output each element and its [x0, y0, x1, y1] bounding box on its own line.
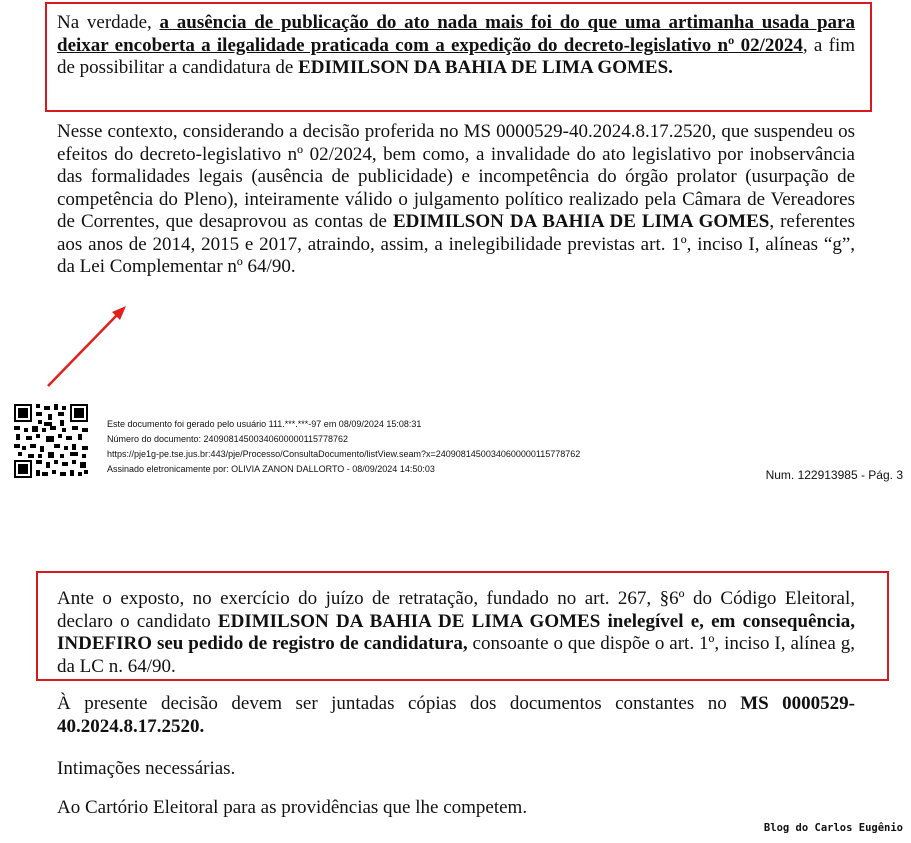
candidate-name: EDIMILSON DA BAHIA DE LIMA GOMES.: [298, 57, 673, 78]
footer-document-url[interactable]: https://pje1g-pe.tse.jus.br:443/pje/Processo/ConsultaDocumento/listView.seam?x=24090814500340600000115778762: [107, 449, 581, 459]
annotation-arrow-icon: [40, 298, 135, 393]
page-number: Num. 122913985 - Pág. 3: [765, 468, 903, 482]
case-number: MS 0000529-40.2024.8.17.2520.: [57, 693, 856, 737]
paragraph-artimanha: [57, 12, 855, 80]
footer-signature: Assinado eletronicamente por: OLIVIA ZANON DALLORTO - 08/09/2024 14:50:03: [107, 464, 435, 474]
qr-code-icon: [12, 402, 90, 480]
text: Ante o exposto, no exercício do juízo de retratação, fundado no art. 267, §6º do Código Eleitoral, declaro o candidato: [57, 588, 855, 632]
footer-document-number: Número do documento: 24090814500340600000115778762: [107, 434, 349, 444]
paragraph-cartorio: Ao Cartório Eleitoral para as providências que lhe competem.: [57, 797, 528, 818]
paragraph-context: [57, 121, 855, 279]
text: À presente decisão devem ser juntadas cópias dos documentos constantes no: [57, 693, 741, 714]
blog-watermark: Blog do Carlos Eugênio: [763, 822, 903, 834]
text: Na verdade,: [57, 12, 160, 33]
paragraph-decision: [57, 588, 855, 678]
candidate-name: EDIMILSON DA BAHIA DE LIMA GOMES: [392, 211, 770, 232]
footer-generated-by: Este documento foi gerado pelo usuário 111.***.***-97 em 08/09/2024 15:08:31: [107, 419, 422, 429]
paragraph-attachments: [57, 693, 855, 738]
text: Nesse contexto, considerando a decisão proferida no MS 0000529-40.2024.8.17.2520, que suspendeu os efeitos do decreto-legislativo nº 02/2024, bem como, a invalidade do ato legislativo por inobservância das formalidades legais (ausência de publicidade) e incompetência do órgão prolator (usurpação de competência do Pleno), inteiramente válido o julgamento político realizado pela Câmara de Vereadores de Correntes, que desaprovou as contas de: [57, 121, 855, 232]
underlined-text: a ausência de publicação do ato nada mais foi do que uma artimanha usada para deixar encoberta a ilegalidade praticada com a expedição do decreto-legislativo nº 02/2024: [57, 12, 855, 56]
text: , a fim de possibilitar a candidatura de: [57, 34, 855, 78]
bold-decision-text: EDIMILSON DA BAHIA DE LIMA GOMES inelegível e, em consequência, INDEFIRO seu pedido de registro de candidatura,: [57, 610, 856, 654]
text: consoante o que dispõe o art. 1º, inciso I, alínea g, da LC n. 64/90.: [57, 633, 855, 677]
paragraph-intimacoes: Intimações necessárias.: [57, 758, 236, 779]
text: , referentes aos anos de 2014, 2015 e 2017, atraindo, assim, a inelegibilidade previstas art. 1º, inciso I, alíneas “g”, da Lei Complementar nº 64/90.: [57, 211, 855, 277]
